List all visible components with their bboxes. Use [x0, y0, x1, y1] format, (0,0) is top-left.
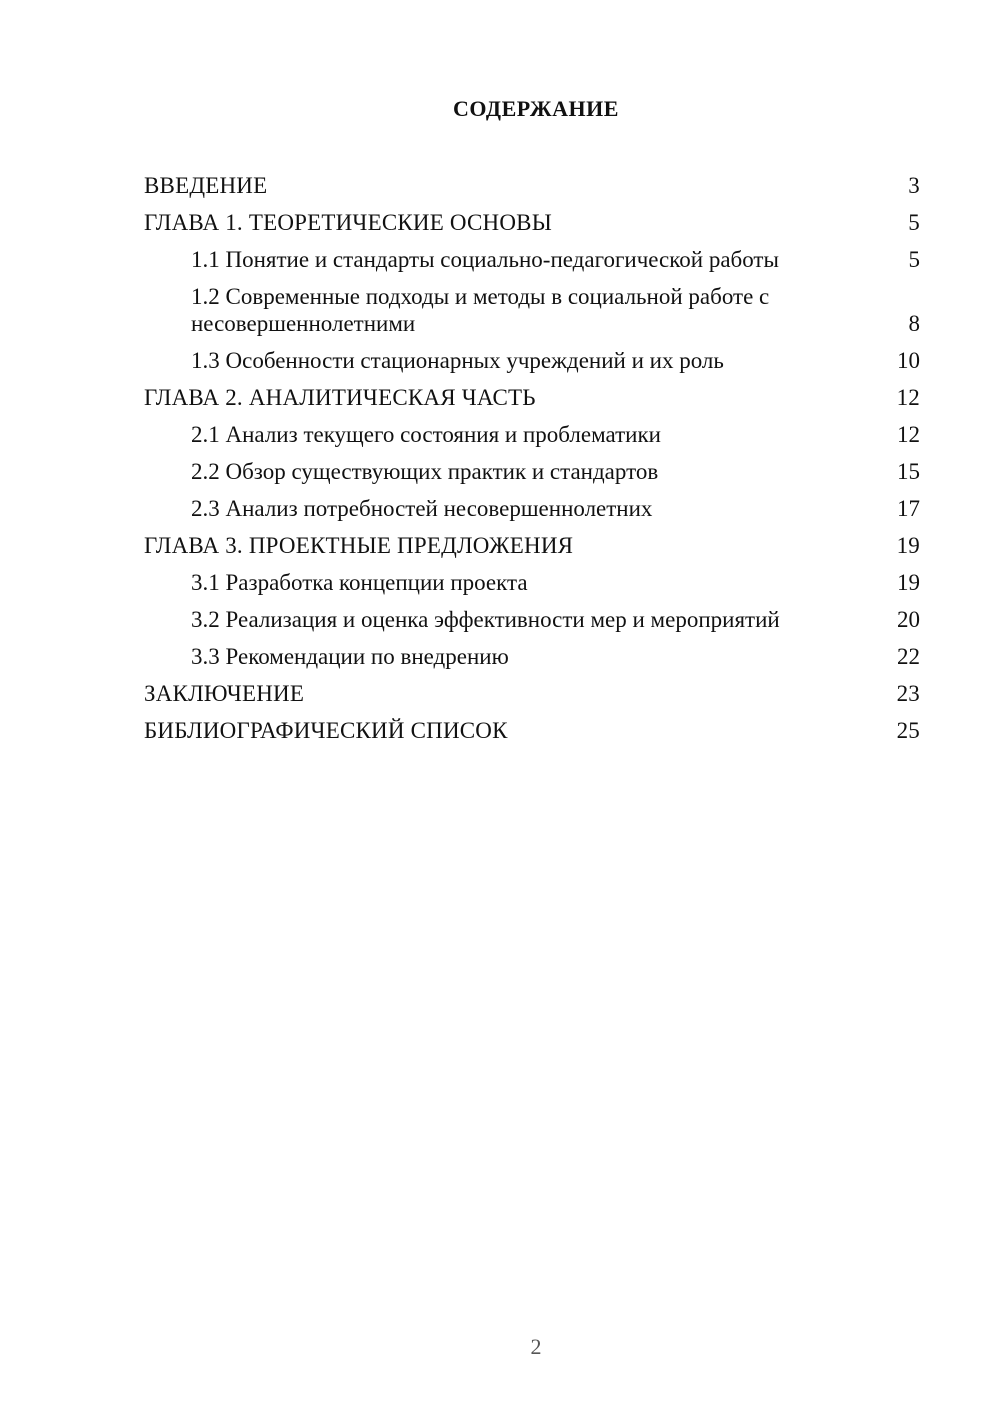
toc-entry-page: 12	[897, 422, 920, 447]
toc-entry-chapter-2	[144, 380, 920, 417]
toc-entry-chapter-3	[144, 528, 920, 565]
toc-entry-page: 25	[896, 718, 920, 743]
toc-entry-section-1-3	[144, 343, 920, 380]
toc-entry-label: 1.1 Понятие и стандарты социально-педагогической работы	[191, 247, 779, 272]
toc-entry-page: 19	[897, 570, 920, 595]
toc-entry-page: 12	[896, 385, 920, 410]
toc-entry-label: БИБЛИОГРАФИЧЕСКИЙ СПИСОК	[144, 718, 508, 743]
page-number: 2	[530, 1334, 542, 1359]
toc-entry-bibliography	[144, 713, 920, 750]
toc-entry-label: 3.1 Разработка концепции проекта	[191, 570, 528, 595]
toc-entry-section-2-3	[144, 491, 920, 528]
toc-entry-section-2-1	[144, 417, 920, 454]
toc-entry-chapter-1	[144, 205, 920, 242]
toc-entry-section-3-2	[144, 602, 920, 639]
toc-entry-page: 22	[897, 644, 920, 669]
toc-entry-label: ГЛАВА 1. ТЕОРЕТИЧЕСКИЕ ОСНОВЫ	[144, 210, 552, 235]
toc-entry-conclusion	[144, 676, 920, 713]
toc-entry-section-1-2	[144, 279, 920, 343]
toc-entry-page: 5	[908, 247, 920, 272]
toc-entry-label: 3.2 Реализация и оценка эффективности мер и мероприятий	[191, 607, 780, 632]
toc-entry-label: 1.2 Современные подходы и методы в социальной работе с несовершеннолетними	[191, 284, 770, 336]
toc-entry-page: 3	[908, 173, 920, 198]
toc-entry-page: 5	[908, 210, 920, 235]
toc-entry-page: 20	[897, 607, 920, 632]
toc-entry-label: 2.2 Обзор существующих практик и стандартов	[191, 459, 659, 484]
toc-entry-section-3-1	[144, 565, 920, 602]
toc-entry-page: 19	[896, 533, 920, 558]
toc-entry-label: ВВЕДЕНИЕ	[144, 173, 268, 198]
toc-entry-label: 2.1 Анализ текущего состояния и проблематики	[191, 422, 661, 447]
toc-title: СОДЕРЖАНИЕ	[453, 96, 619, 121]
toc-entry-label: 3.3 Рекомендации по внедрению	[191, 644, 509, 669]
toc-entry-page: 15	[897, 459, 920, 484]
toc-entry-introduction	[144, 168, 920, 205]
toc-entry-page: 23	[896, 681, 920, 706]
toc-entry-label: ГЛАВА 2. АНАЛИТИЧЕСКАЯ ЧАСТЬ	[144, 385, 536, 410]
toc-entry-page: 8	[908, 311, 920, 336]
toc-entry-label: 1.3 Особенности стационарных учреждений и их роль	[191, 348, 724, 373]
toc-entry-page: 17	[897, 496, 920, 521]
toc-entry-label: 2.3 Анализ потребностей несовершеннолетних	[191, 496, 653, 521]
toc-entry-label: ЗАКЛЮЧЕНИЕ	[144, 681, 305, 706]
toc-entry-page: 10	[897, 348, 920, 373]
table-of-contents	[144, 168, 920, 750]
toc-entry-section-3-3	[144, 639, 920, 676]
toc-entry-section-1-1	[144, 242, 920, 279]
toc-entry-label: ГЛАВА 3. ПРОЕКТНЫЕ ПРЕДЛОЖЕНИЯ	[144, 533, 574, 558]
toc-entry-section-2-2	[144, 454, 920, 491]
